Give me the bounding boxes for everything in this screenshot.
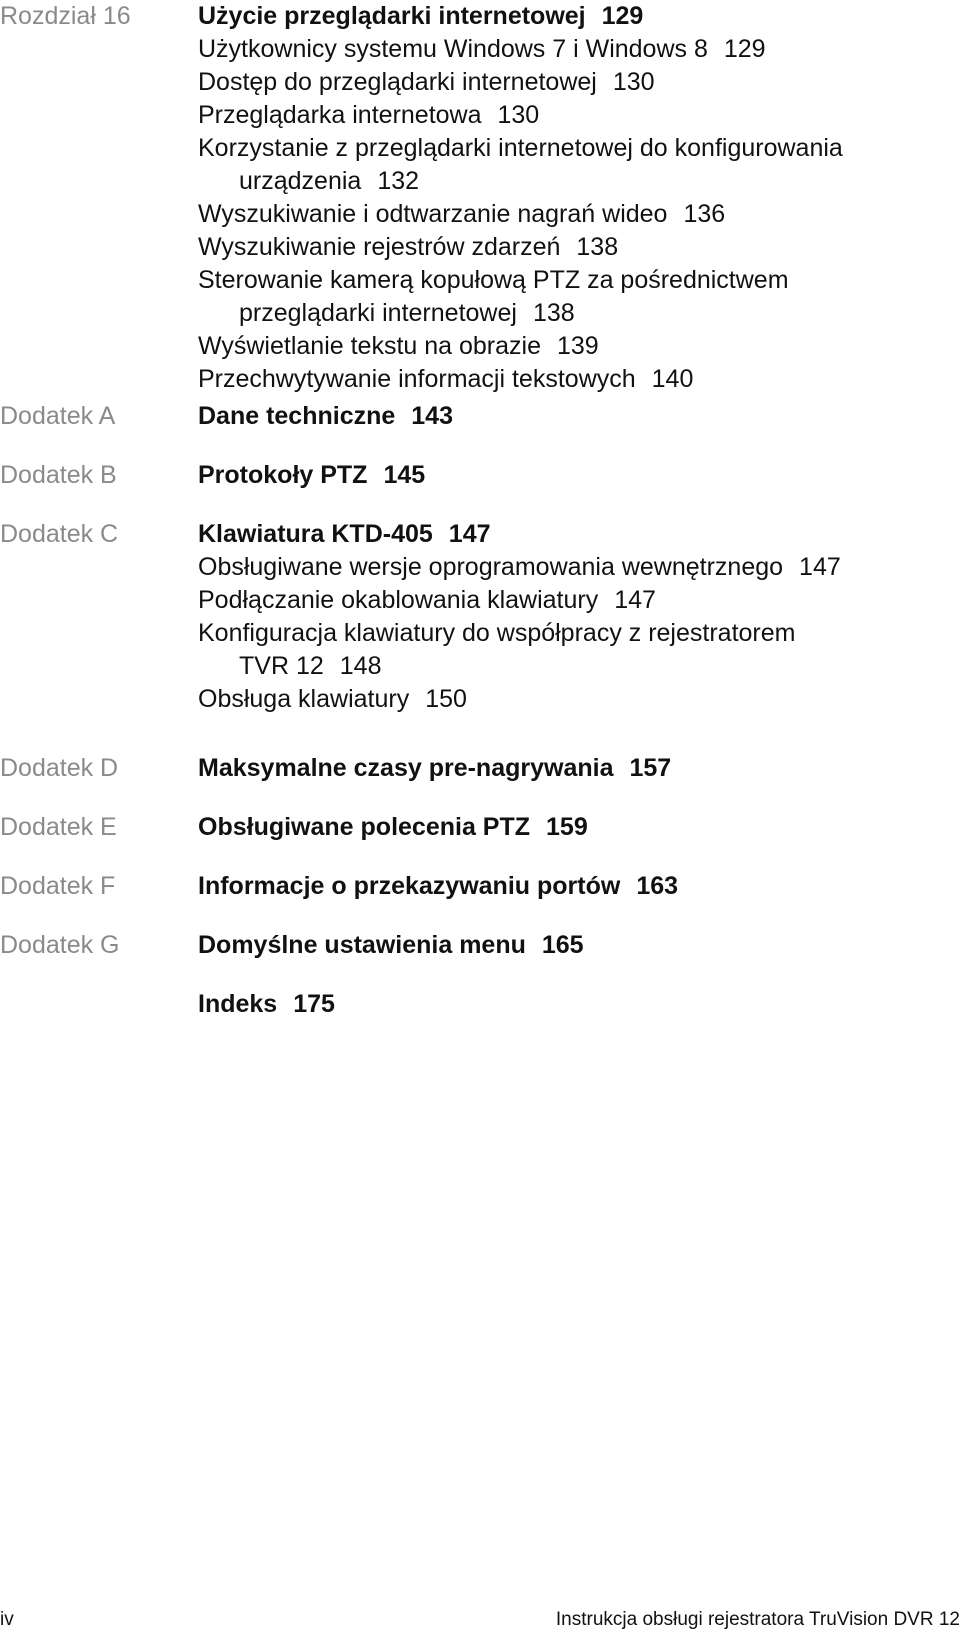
toc-chapter-title[interactable]	[198, 988, 960, 1021]
toc-page-number: 159	[546, 813, 588, 841]
toc-entry[interactable]	[198, 198, 960, 231]
toc-entry-text: Domyślne ustawienia menu	[198, 931, 526, 959]
toc-section-label: Rozdział 16	[0, 2, 131, 30]
toc-entry[interactable]	[198, 297, 960, 330]
toc-entry[interactable]	[198, 330, 960, 363]
toc-page-number: 132	[377, 167, 420, 195]
toc-entry-text: Wyszukiwanie i odtwarzanie nagrań wideo	[198, 200, 668, 228]
toc-entry-text: Dostęp do przeglądarki internetowej	[198, 68, 597, 96]
toc-entry-text: Korzystanie z przeglądarki internetowej do konfigurowania	[198, 134, 843, 162]
footer-page-number: iv	[0, 1609, 14, 1630]
toc-page-number: 148	[339, 652, 382, 680]
toc-chapter-title[interactable]	[198, 400, 960, 433]
toc-section-label: Dodatek E	[0, 813, 117, 841]
toc-section-label: Dodatek F	[0, 872, 116, 900]
toc-entry[interactable]	[198, 650, 960, 683]
toc-page-number: 163	[636, 872, 679, 900]
toc-entry-text: Indeks	[198, 990, 278, 1018]
toc-entry[interactable]	[198, 165, 960, 198]
toc-page-number: 175	[293, 990, 335, 1018]
toc-entry[interactable]	[198, 33, 960, 66]
toc-entry-text: Klawiatura KTD-405	[198, 520, 433, 548]
toc-section	[0, 988, 960, 1021]
toc-page-number: 145	[383, 461, 426, 489]
toc-page-number: 138	[532, 299, 575, 327]
toc-entry-text: Dane techniczne	[198, 402, 396, 430]
toc-entry[interactable]	[198, 617, 960, 650]
toc-entry-text: Użycie przeglądarki internetowej	[198, 2, 586, 30]
toc-entry-text: przeglądarki internetowej	[239, 299, 517, 327]
toc-entry-text: Maksymalne czasy pre-nagrywania	[198, 754, 614, 782]
toc-section	[0, 811, 960, 844]
toc-page-number: 165	[541, 931, 584, 959]
toc-entry[interactable]	[198, 551, 960, 584]
toc-entry[interactable]	[198, 683, 960, 716]
toc-section	[0, 752, 960, 785]
toc-entry-text: Obsługiwane wersje oprogramowania wewnętrznego	[198, 553, 784, 581]
toc-chapter-title[interactable]	[198, 518, 960, 551]
toc-section-label: Dodatek C	[0, 520, 119, 548]
toc-section-label: Dodatek D	[0, 754, 119, 782]
toc-entry[interactable]	[198, 132, 960, 165]
toc-entry[interactable]	[198, 363, 960, 396]
toc-chapter-title[interactable]	[198, 929, 960, 962]
toc-page-number: 147	[614, 586, 656, 614]
toc-entry-text: Użytkownicy systemu Windows 7 i Windows 8	[198, 35, 708, 63]
toc-entry[interactable]	[198, 231, 960, 264]
toc-section	[0, 400, 960, 433]
toc-entry[interactable]	[198, 66, 960, 99]
toc-entry-text: TVR 12	[239, 652, 324, 680]
toc-entry-text: Podłączanie okablowania klawiatury	[198, 586, 599, 614]
toc-entry[interactable]	[198, 584, 960, 617]
page-footer	[0, 1605, 960, 1635]
toc-page-number: 130	[612, 68, 655, 96]
toc-entry-text: Protokoły PTZ	[198, 461, 368, 489]
toc-chapter-title[interactable]	[198, 811, 960, 844]
toc-page-number: 147	[448, 520, 491, 548]
toc-entry-text: urządzenia	[239, 167, 362, 195]
toc-section-label: Dodatek G	[0, 931, 120, 959]
toc-section	[0, 0, 960, 396]
toc-chapter-title[interactable]	[198, 459, 960, 492]
toc-page-number: 140	[651, 365, 694, 393]
toc-section	[0, 870, 960, 903]
footer-document-title: Instrukcja obsługi rejestratora TruVision DVR 12	[555, 1609, 960, 1630]
toc-section	[0, 929, 960, 962]
toc-entry-text: Przechwytywanie informacji tekstowych	[198, 365, 636, 393]
toc-page-number: 129	[601, 2, 644, 30]
toc-entry-text: Przeglądarka internetowa	[198, 101, 482, 129]
toc-page-number: 130	[497, 101, 540, 129]
toc-page-number: 143	[411, 402, 453, 430]
toc-chapter-title[interactable]	[198, 870, 960, 903]
toc-section-label: Dodatek A	[0, 402, 116, 430]
toc-section	[0, 459, 960, 492]
toc-entry[interactable]	[198, 264, 960, 297]
toc-entry-text: Obsługa klawiatury	[198, 685, 410, 713]
toc-chapter-title[interactable]	[198, 0, 960, 33]
toc-page-number: 138	[576, 233, 619, 261]
toc-entry-text: Informacje o przekazywaniu portów	[198, 872, 621, 900]
toc-page-number: 157	[629, 754, 672, 782]
toc-section	[0, 518, 960, 716]
toc-chapter-title[interactable]	[198, 752, 960, 785]
toc-page-number: 136	[683, 200, 726, 228]
toc-section-label: Dodatek B	[0, 461, 117, 489]
toc-entry-text: Wyświetlanie tekstu na obrazie	[198, 332, 541, 360]
toc-entry-text: Konfiguracja klawiatury do współpracy z rejestratorem	[198, 619, 796, 647]
toc-page-number: 150	[425, 685, 467, 713]
toc-page-number: 129	[723, 35, 766, 63]
toc-page-number: 147	[799, 553, 841, 581]
toc-page-number: 139	[557, 332, 599, 360]
toc-entry-text: Wyszukiwanie rejestrów zdarzeń	[198, 233, 561, 261]
toc-entry-text: Sterowanie kamerą kopułową PTZ za pośrednictwem	[198, 266, 789, 294]
toc-entry-text: Obsługiwane polecenia PTZ	[198, 813, 531, 841]
toc-entry[interactable]	[198, 99, 960, 132]
